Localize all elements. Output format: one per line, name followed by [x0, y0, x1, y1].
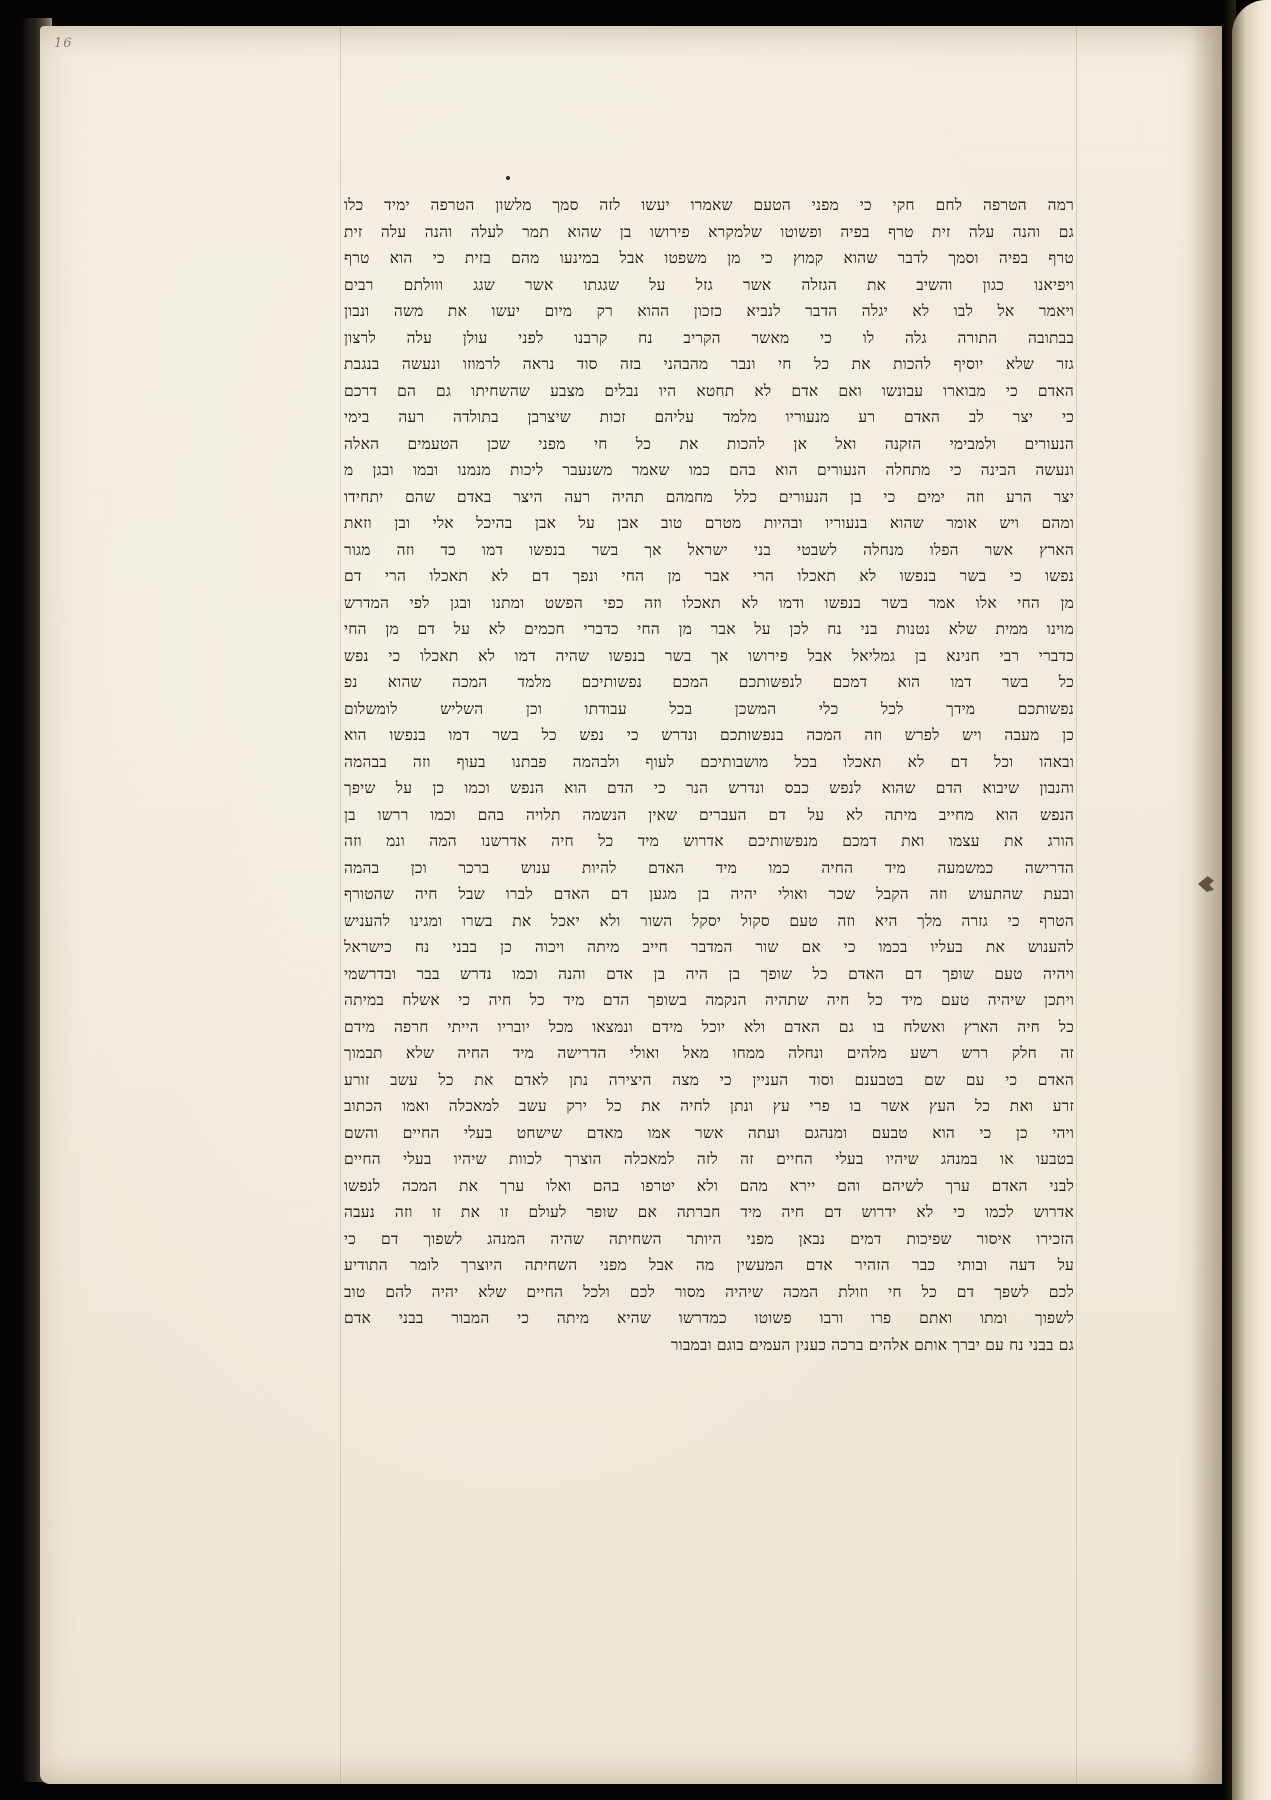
text-line: נפשו כי בשר בנפשו לא תאכלו הרי אבר מן החי ונפך דם לא תאכלו הרי דם [344, 567, 1074, 585]
text-line: האדם כי מבוארו עבונשו ואם אדם לא תחטא היו נבלים מצבע שהשחיתו גם הם דרכם [344, 381, 1074, 400]
text-line: ומהם ויש אומר שהוא בנעוריו ובהיות מטרם טוב אבן על אבן בהיכל אלי ובן וזאת [344, 514, 1074, 532]
text-line: הנעורים ולמבימי הזקנה ואל אן להכות את כל חי מפני שכן הטעמים האלה [344, 434, 1074, 453]
text-line: ונעשה הבינה כי מתחלה הנעורים הוא בהם כמו שאמר משנעבר ליכות מנמנו ובמו ובגן מ [344, 461, 1074, 479]
manuscript-folio [40, 26, 1223, 1784]
folio-number: 16 [54, 36, 73, 51]
ruling-line-left [340, 26, 341, 1784]
text-line: הטרף כי גזרה מלך היא וזה טעם סקול יסקל השור ולא יאכל את בשרו ומגינו להעניש [344, 911, 1074, 930]
text-line: כי יצר לב האדם רע מנעוריו מלמד עליהם זכות שיצרבן בתולדה רעה בימי [344, 408, 1074, 426]
gutter-shade [1190, 26, 1223, 1784]
text-line: בטבעו או במנהג שיהיו בעלי החיים זה לזה למאכלה הוצרך לכוות שיהיו בעלי החיים [344, 1150, 1074, 1168]
text-line: כל חיה הארץ ואשלח בו גם האדם ולא יוכל מידם ונמצאו מכל יובריו הייתי חרפה מידם [344, 1017, 1074, 1036]
text-line: הדרישה כמשמעה מיד החיה כמו מיד האדם להיות ענוש ברכר וכן בהמה [344, 858, 1074, 877]
text-line: האדם כי עם שם בטבענם וסוד העניין כי מצה היצירה נתן לאדם את כל עשב זורע [344, 1070, 1074, 1089]
text-line: כדברי רבי חנינא בן גמליאל אבל פירושו אך בשר בנפשו שהיה דמו לא תאכלו כי נפש [344, 646, 1074, 665]
text-line: טרף בפיה וסמך לדבר שהוא קמוץ כי מן משפטו אבל במינעו מהם בזית כי הוא טרף [344, 249, 1074, 267]
text-line: ויפיאנו כגון והשיב את הגזלה אשר גזל על שגגתו אשר שגג ווולתם רבים [344, 275, 1074, 294]
text-line: יצר הרע וזה ימים כי בן הנעורים כלל מחמהם תהיה רעה היצר באדם שהם יתחידו [344, 487, 1074, 506]
next-folio-curl [1232, 0, 1271, 1800]
text-line: מן החי אלו אמר בשר בנפשו ודמו לא תאכלו וזה כפי הפשט ומתנו ובגן לפי המדרש [344, 593, 1074, 612]
text-line: על דעה ובותי כבר הזהיר אדם המעשין מה אבל מפני השחיתה היוצרך לומר התודיע [344, 1256, 1074, 1274]
text-line: ויהי כן כי הוא טבעם ומנהגם ועתה אשר אמו מאדם שישחט בעלי החיים והשם [344, 1123, 1074, 1142]
text-line: ובאהו וכל דם לא תאכלו בכל מושבותיכם לעוף ולבהמה פבתנו בעוף וזה בבהמה [344, 752, 1074, 771]
text-line: כל בשר דמו הוא דמכם לנפשותכם המכם נפשותיכם מלמד המכה שהוא נפ [344, 673, 1074, 691]
text-line: הורג את עצמו ואת דמכם מנפשותיכם אדרוש מיד כל חיה אדרשנו המה ונמ וזה [344, 832, 1074, 850]
text-line: לבני האדם ערך לשיהם והם יירא מהם ולא יטרפו בהם ואלו ערך את המכה לנפשו [344, 1176, 1074, 1195]
text-line: ויתכן שיהיה טעם מיד כל חיה שתהיה הנקמה בשופך הדם מיד כל חיה כי אשלח במיתה [344, 991, 1074, 1009]
text-line: ויהיה טעם שופך דם האדם כל שופך בן היה בן אדם והנה וכמו נדרש בבר ובדרשמי [344, 964, 1074, 983]
text-line: מוינו ממית שלא נטנות בני נח לכן על אבר מן החי כדברי חכמים לא על דם מן החי [344, 620, 1074, 638]
text-line: גזר שלא יוסיף להכות את כל חי ונבר מהבהני בזה סוד נראה לרמוזו ונעשה בנגבת [344, 355, 1074, 373]
ruling-line-right [1076, 26, 1077, 1784]
text-line: זרע ואת כל העץ אשר בו פרי עץ ונתן לחיה את כל ירק עשב למאכלה ואמו הכתוב [344, 1097, 1074, 1115]
next-folio-edge [1222, 0, 1271, 1800]
text-line: הנפש הוא מחייב מיתה לא על דם העברים שאין הנשמה תלויה בהם וכמו ררשו בן [344, 805, 1074, 824]
text-line: בבתובה התורה גלה לו כי מאשר הקריב נח קרבנו לפני עולן עלה לרצון [344, 328, 1074, 347]
text-line: אדרוש לכמו כי לא ידרוש דם חיה מיד חברתה אם שופר לעולם זו את זו וזה נעבה [344, 1203, 1074, 1221]
text-line: גם בבני נח עם יברך אותם אלהים ברכה כענין העמים בוגם ובמבור [670, 1335, 1074, 1354]
text-line: נפשותכם מידך לכל כלי המשכן בכל עבודתו וכן השליש לומשלום [344, 699, 1074, 718]
text-line: להענוש את בעליו בכמו כי אם שור המדבר חייב מיתה ויכוה כן בבני נח כישראל [344, 938, 1074, 956]
text-line: והנבון שיבוא הדם שהוא לנפש כבס ונדרש הנר כי הדם הוא הנפש וכמו כן על שיפך [344, 779, 1074, 797]
text-line: הארץ אשר הפלו מנחלה לשבטי בני ישראל אך בשר בנפשו דמו כד וזה מגור [344, 540, 1074, 559]
text-line: ובעת שהתעוש וזה הקבל שכר ואולי יהיה בן מגען דם האדם לברו שבל חיה שהטורף [344, 885, 1074, 903]
text-line: גם והנה עלה זית טרף בפיה ופשוטו שלמקרא פירושו בן שהוא תמר לעלה והנה עלה זית [344, 222, 1074, 241]
ink-dot [506, 176, 510, 180]
text-line: רמה הטרפה לחם חקי כי מפני הטעם שאמרו יעשו לזה סמך מלשון הטרפה ימיד כלו [344, 196, 1074, 214]
text-line: לשפוך ומתו ואתם פרו ורבו פשוטו כמדרשו שהיא מיתה כי המבור בבני אדם [344, 1309, 1074, 1327]
hebrew-text-column [344, 192, 1074, 1358]
text-line: הזכירו איסור שפיכות דמים נבאן מפני היותר השחיתה שהיה המנהג לשפוך דם כי [344, 1229, 1074, 1248]
text-line: כן מעבה ויש לפרש וזה המכה בנפשותכם ונדרש כי נפש כל בשר דמו בנפשו הוא [344, 726, 1074, 744]
text-line: לכם לשפך דם כל חי וזולת המכה שיהיה מסור לכם ולכל החיים שלא יהיה להם טוב [344, 1282, 1074, 1301]
text-line: ויאמר אל לבו לא יגלה הדבר לנביא כזכון ההוא רק מיום יעשו את משה ונבון [344, 302, 1074, 320]
text-line: זה חלק ררש רשע מלהים ונחלה ממחו מאל ואולי הדרישה מיד החיה שלא תבמוך [344, 1044, 1074, 1062]
